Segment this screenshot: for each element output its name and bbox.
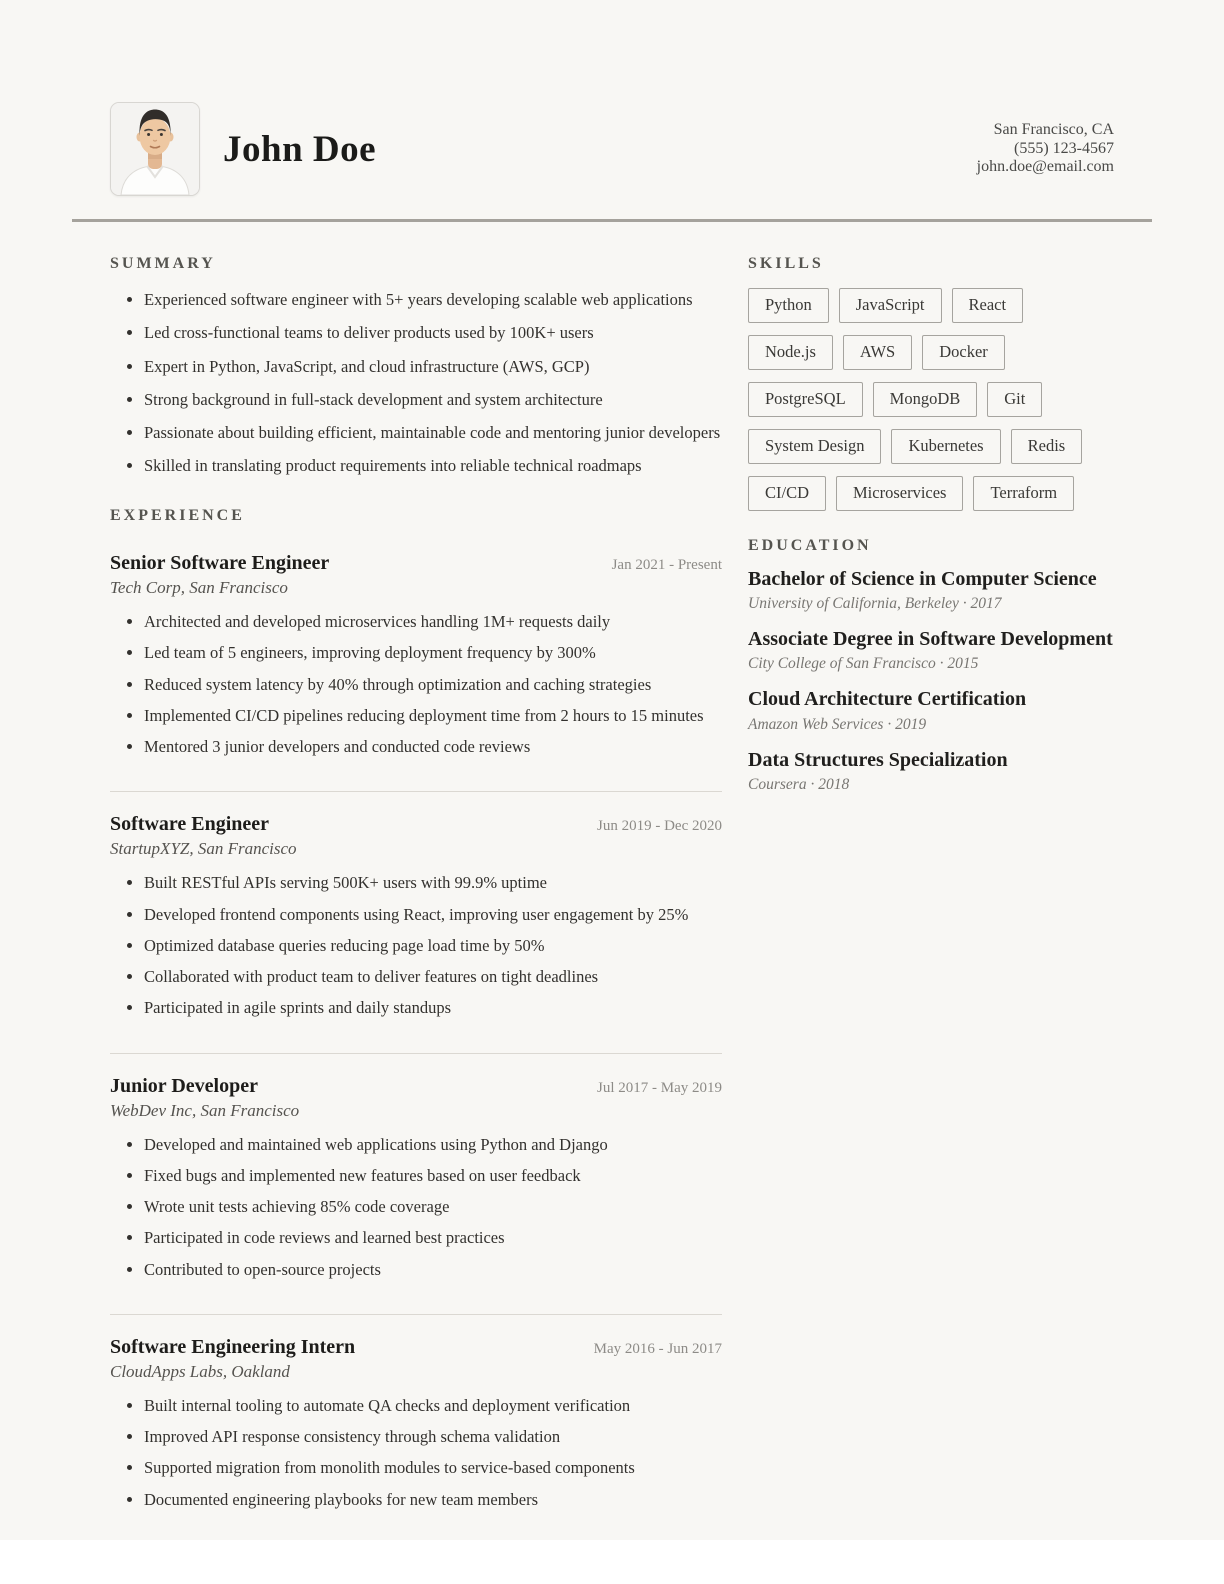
skill-tag: PostgreSQL — [748, 382, 863, 417]
job-bullet: • Fixed bugs and implemented new features based on user feedback — [144, 1164, 722, 1189]
skills-section — [748, 255, 1114, 511]
skill-tag: System Design — [748, 429, 881, 464]
entry-head — [110, 552, 722, 575]
education-list — [748, 567, 1114, 794]
degree-title: Cloud Architecture Certification — [748, 688, 1027, 711]
summary-item: • Strong background in full-stack development and system architecture — [144, 388, 722, 413]
job-company: Tech Corp, San Francisco — [110, 578, 288, 597]
contact-info — [977, 121, 1114, 178]
contact-email: john.doe@email.com — [976, 158, 1114, 176]
job-company: WebDev Inc, San Francisco — [110, 1100, 300, 1120]
profile-photo — [110, 102, 200, 196]
skill-tag: Redis — [1011, 429, 1083, 464]
job-bullet: • Wrote unit tests achieving 85% code coverage — [144, 1195, 722, 1220]
profile-photo-image — [111, 103, 199, 195]
degree-title: Bachelor of Science in Computer Science — [748, 568, 1097, 590]
job-dates: Jan 2021 - Present — [611, 557, 722, 573]
job-bullet: • Built internal tooling to automate QA checks and deployment verification — [144, 1394, 722, 1419]
skill-tag: MongoDB — [873, 382, 978, 417]
resume-header — [72, 0, 1152, 196]
skill-row — [748, 288, 1114, 323]
skill-tag: CI/CD — [748, 476, 826, 511]
summary-section — [110, 255, 722, 479]
candidate-name: John Doe — [223, 128, 377, 170]
degree-institution-year: University of California, Berkeley · 2017 — [748, 595, 1002, 613]
main-column — [110, 255, 722, 1540]
experience-entry — [110, 791, 722, 1052]
sidebar-column — [748, 255, 1114, 808]
degree-institution-year: City College of San Francisco · 2015 — [748, 655, 979, 673]
skills-list — [748, 288, 1114, 511]
job-bullet: • Supported migration from monolith modules to service-based components — [144, 1456, 722, 1481]
job-bullet: • Architected and developed microservices handling 1M+ requests daily — [144, 610, 722, 635]
summary-list — [110, 288, 722, 479]
job-bullet-list — [110, 1394, 722, 1513]
job-bullet: • Reduced system latency by 40% through optimization and caching strategies — [144, 673, 722, 698]
degree-institution-year: Amazon Web Services · 2019 — [748, 715, 927, 733]
job-bullet-list — [110, 610, 722, 760]
job-bullet: • Collaborated with product team to deliver features on tight deadlines — [144, 965, 722, 990]
degree-title: Associate Degree in Software Development — [748, 628, 1113, 651]
skill-tag: Microservices — [836, 476, 963, 511]
skill-row — [748, 429, 1114, 464]
job-bullet: • Participated in code reviews and learned best practices — [144, 1226, 722, 1251]
contact-phone: (555) 123-4567 — [1014, 139, 1114, 157]
job-title: Senior Software Engineer — [110, 552, 330, 574]
job-bullet-list — [110, 871, 722, 1021]
job-dates: May 2016 - Jun 2017 — [593, 1340, 722, 1357]
education-heading: EDUCATION — [748, 537, 872, 554]
skill-tag: Node.js — [748, 335, 833, 370]
job-title: Software Engineer — [110, 813, 270, 836]
job-bullet: • Mentored 3 junior developers and conducted code reviews — [144, 735, 722, 760]
job-bullet: • Participated in agile sprints and daily standups — [144, 996, 722, 1021]
job-company: CloudApps Labs, Oakland — [110, 1361, 290, 1381]
education-entry — [748, 627, 1114, 673]
summary-item: • Experienced software engineer with 5+ years developing scalable web applications — [144, 288, 722, 313]
degree-institution-year: Coursera · 2018 — [748, 775, 850, 793]
skill-tag: AWS — [843, 335, 912, 370]
header-identity — [110, 102, 376, 196]
entry-head — [110, 1075, 722, 1098]
summary-heading: SUMMARY — [110, 255, 216, 272]
entry-head — [110, 1336, 722, 1359]
skill-tag: React — [952, 288, 1024, 323]
education-entry — [748, 567, 1114, 613]
summary-item: • Expert in Python, JavaScript, and cloud infrastructure (AWS, GCP) — [144, 355, 722, 380]
experience-heading: EXPERIENCE — [110, 507, 245, 524]
job-bullet: • Contributed to open-source projects — [144, 1258, 722, 1283]
experience-section — [110, 507, 722, 1540]
job-bullet: • Developed frontend components using React, improving user engagement by 25% — [144, 903, 722, 928]
summary-item: • Led cross-functional teams to deliver products used by 100K+ users — [144, 321, 722, 346]
header-divider — [72, 219, 1152, 222]
experience-entry — [110, 531, 722, 791]
contact-location: San Francisco, CA — [993, 120, 1114, 138]
skill-tag: Python — [748, 288, 829, 323]
skill-row — [748, 476, 1114, 511]
education-entry — [748, 687, 1114, 733]
job-bullet: • Led team of 5 engineers, improving deployment frequency by 300% — [144, 641, 722, 666]
skill-row — [748, 382, 1114, 417]
experience-entry — [110, 1314, 722, 1540]
job-company: StartupXYZ, San Francisco — [110, 839, 297, 859]
job-title: Junior Developer — [110, 1074, 258, 1097]
skill-tag: Terraform — [973, 476, 1074, 511]
experience-entry — [110, 1053, 722, 1314]
skill-tag: Git — [987, 382, 1042, 417]
job-dates: Jun 2019 - Dec 2020 — [597, 818, 722, 835]
job-bullet: • Optimized database queries reducing page load time by 50% — [144, 934, 722, 959]
job-bullet: • Documented engineering playbooks for new team members — [144, 1488, 722, 1513]
job-bullet: • Developed and maintained web applications using Python and Django — [144, 1133, 722, 1158]
skill-tag: JavaScript — [839, 288, 942, 323]
job-dates: Jul 2017 - May 2019 — [597, 1079, 722, 1096]
education-section — [748, 537, 1114, 794]
degree-title: Data Structures Specialization — [748, 748, 1008, 771]
job-bullet: • Built RESTful APIs serving 500K+ users with 99.9% uptime — [144, 871, 722, 896]
summary-item: • Passionate about building efficient, maintainable code and mentoring junior developers — [144, 421, 722, 446]
experience-list — [110, 531, 722, 1540]
education-entry — [748, 748, 1114, 794]
job-bullet: • Improved API response consistency through schema validation — [144, 1425, 722, 1450]
skills-heading: SKILLS — [748, 255, 824, 272]
job-title: Software Engineering Intern — [110, 1335, 356, 1358]
summary-item: • Skilled in translating product requirements into reliable technical roadmaps — [144, 454, 722, 479]
skill-tag: Kubernetes — [891, 429, 1000, 464]
entry-head — [110, 813, 722, 836]
skill-row — [748, 335, 1114, 370]
job-bullet: • Implemented CI/CD pipelines reducing deployment time from 2 hours to 15 minutes — [144, 704, 722, 729]
job-bullet-list — [110, 1133, 722, 1283]
skill-tag: Docker — [922, 335, 1005, 370]
